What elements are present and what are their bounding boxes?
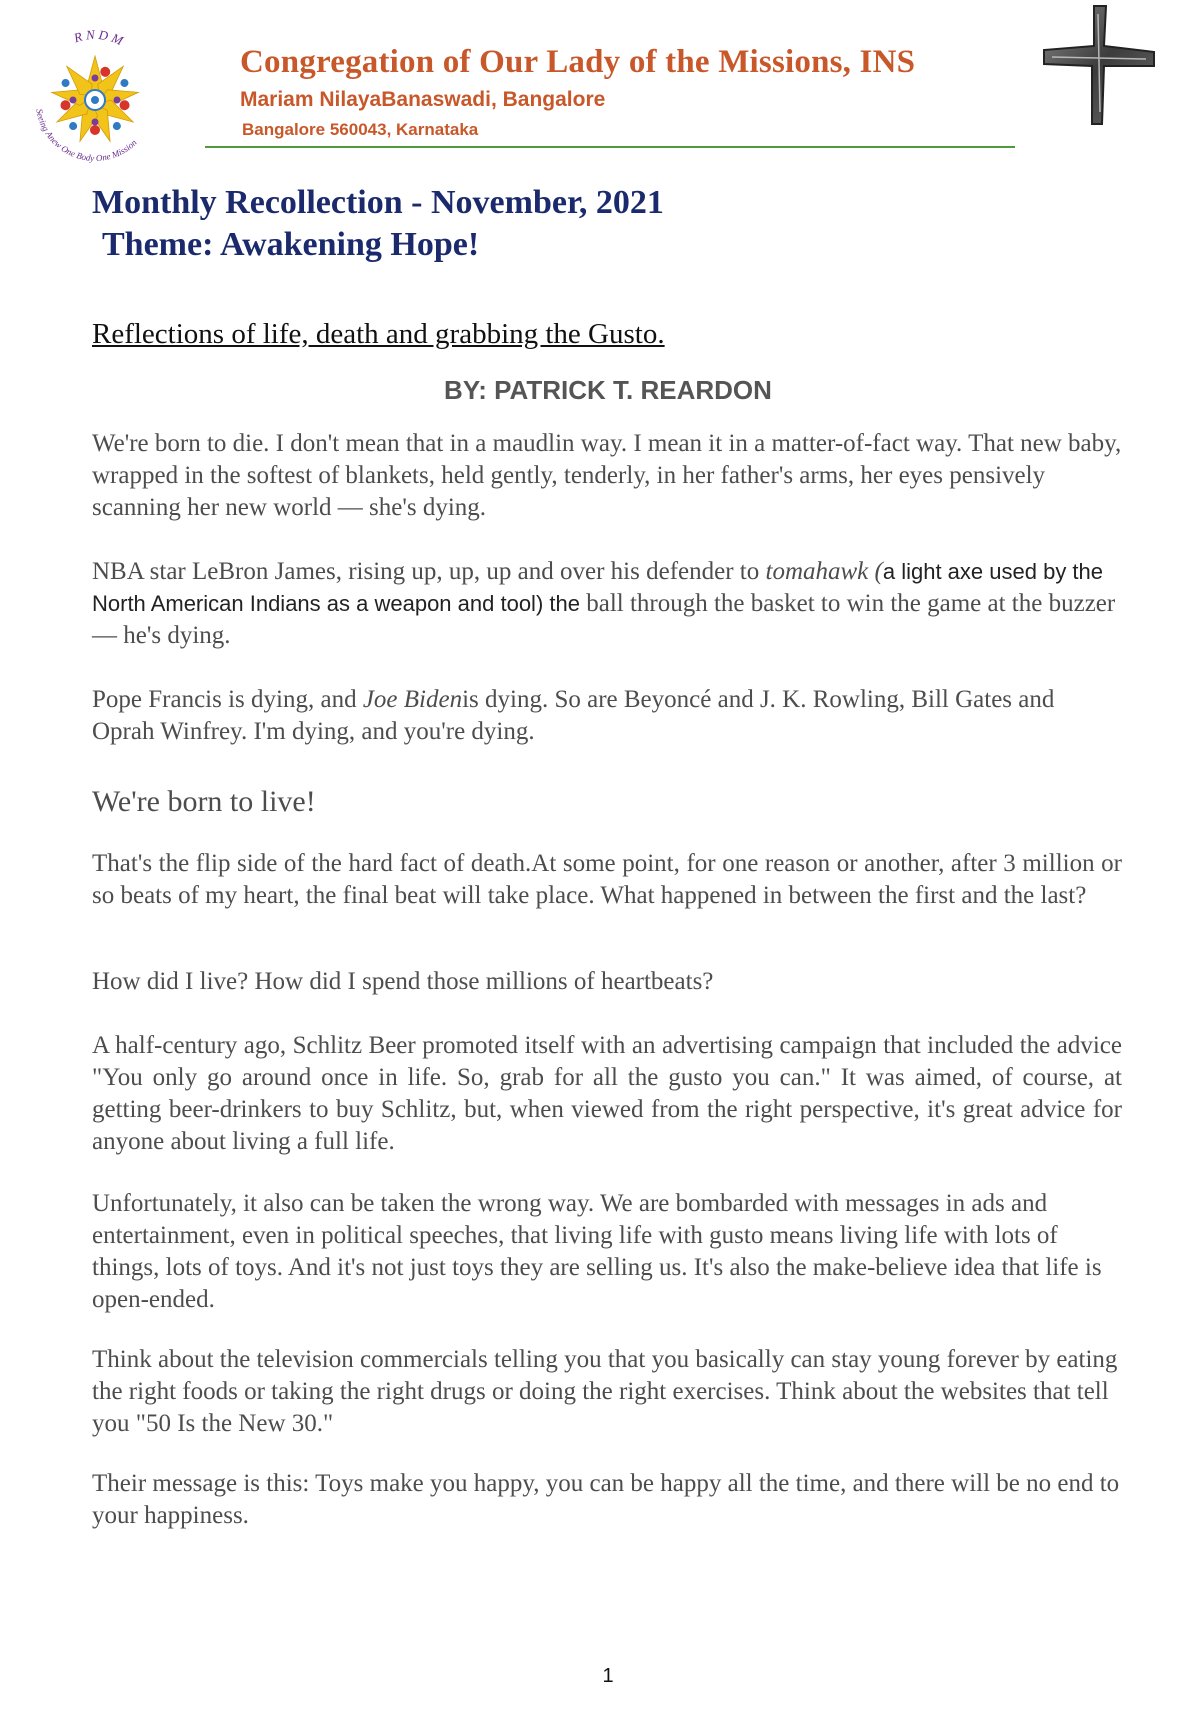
rndm-congregation-logo — [18, 22, 172, 172]
address-line-2: Bangalore 560043, Karnataka — [242, 120, 479, 139]
congregation-title: Congregation of Our Lady of the Missions, INS — [240, 44, 916, 80]
paragraph-3 — [92, 684, 1122, 748]
paragraph-3-text-b: is dying. So are Beyoncé and J. K. Rowling, Bill Gates and Oprah Winfrey. I'm dying, and you're dying. — [92, 686, 1055, 745]
section-heading: We're born to live! — [92, 785, 316, 818]
article-title: Reflections of life, death and grabbing the Gusto. — [92, 318, 665, 350]
address-line-1: Mariam NilayaBanaswadi, Bangalore — [240, 88, 606, 111]
paragraph-2-definition: a light axe used by the North American Indians as a weapon and tool) the — [92, 559, 1104, 616]
paragraph-7: Unfortunately, it also can be taken the wrong way. We are bombarded with messages in ads and entertainment, even in political speeches, that living life with gusto means living life with lots of things, lots of toys. And it's not just toys they are selling us. It's also the make-believe idea that life is open-ended. — [92, 1190, 1102, 1313]
paragraph-4: That's the flip side of the hard fact of death.At some point, for one reason or another, after 3 million or so beats of my heart, the final beat will take place. What happened in between the first and the last? — [92, 850, 1122, 909]
svg-text:Seeing Anew One Body One Missi: Seeing Anew One Body One Mission — [34, 108, 139, 164]
paragraph-2-text-b: ball through the basket to win the game at the buzzer — he's dying. — [92, 590, 1116, 649]
paragraph-8: Think about the television commercials telling you that you basically can stay young forever by eating the right foods or taking the right drugs or doing the right exercises. Think about the websites that tell you "50 Is the New 30." — [92, 1346, 1118, 1437]
paragraph-1: We're born to die. I don't mean that in a maudlin way. I mean it in a matter-of-fact way. That new baby, wrapped in the softest of blankets, held gently, tenderly, in her father's arms, her eyes pensively scanning her new world — she's dying. — [92, 430, 1122, 521]
paragraph-2-italic: tomahawk ( — [765, 558, 883, 585]
paragraph-9: Their message is this: Toys make you happy, you can be happy all the time, and there will be no end to your happiness. — [92, 1470, 1120, 1529]
paragraph-5: How did I live? How did I spend those millions of heartbeats? — [92, 968, 714, 995]
header-divider — [205, 146, 1015, 148]
recollection-title — [92, 182, 664, 266]
svg-text:R N D M: R N D M — [71, 26, 126, 49]
paragraph-2 — [92, 556, 1122, 652]
theme-line: Theme: Awakening Hope! — [102, 226, 480, 263]
byline: BY: PATRICK T. REARDON — [444, 375, 772, 405]
paragraph-3-italic: Joe Biden — [362, 686, 463, 713]
paragraph-6: A half-century ago, Schlitz Beer promoted itself with an advertising campaign that included the advice "You only go around once in life. So, grab for all the gusto you can." It was aimed, of course, at getting beer-drinkers to buy Schlitz, but, when viewed from the right perspective, it's great advice for anyone about living a full life. — [92, 1032, 1122, 1155]
paragraph-2-text-a: NBA star LeBron James, rising up, up, up and over his defender to — [92, 558, 766, 585]
paragraph-3-text-a: Pope Francis is dying, and — [92, 686, 363, 713]
recollection-title-line: Monthly Recollection - November, 2021 — [92, 184, 664, 221]
page-number: 1 — [602, 1665, 614, 1687]
cross-icon — [1036, 0, 1162, 130]
